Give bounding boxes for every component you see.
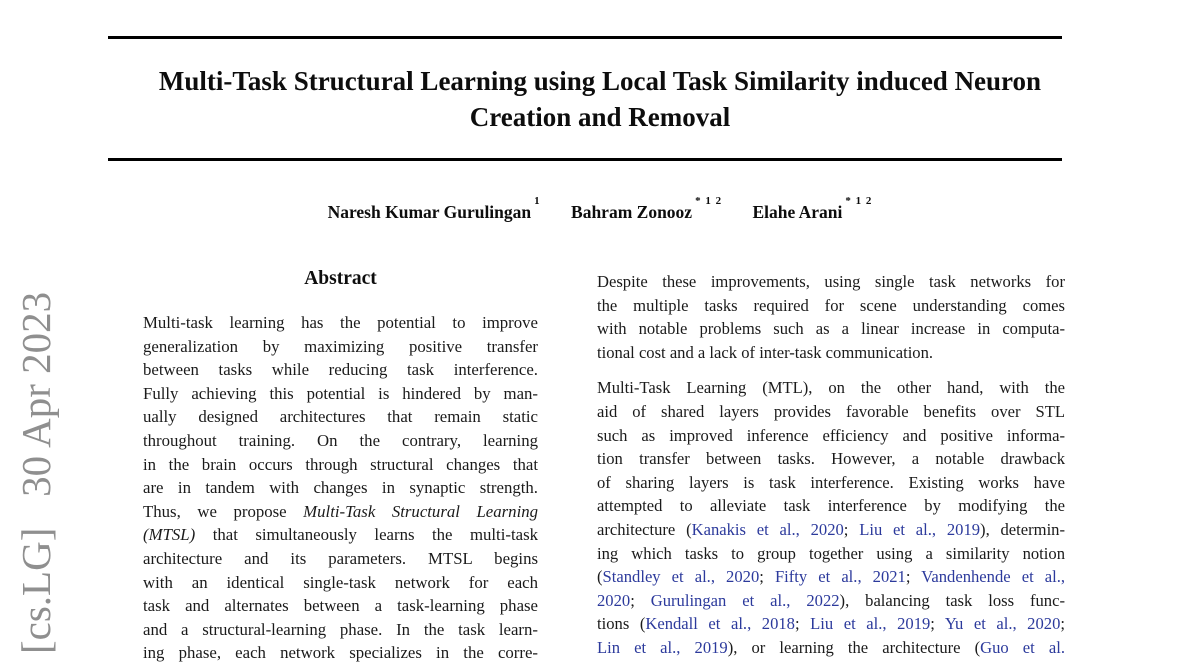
citation-link[interactable]: Standley et al., 2020: [602, 567, 760, 587]
text-line: task and alternates between a task-learning phase: [143, 596, 538, 616]
author-2: [571, 195, 723, 222]
text-line: generalization by maximizing positive transfer: [143, 336, 538, 356]
title-rule-top: [108, 36, 1062, 39]
author-2-name: Bahram Zonooz: [571, 202, 693, 222]
citation-link[interactable]: Gurulingan et al., 2022: [650, 590, 840, 610]
citation-link[interactable]: Liu et al., 2019: [810, 614, 931, 634]
text-line: tional cost and a lack of inter-task communication.: [597, 342, 934, 362]
paper-title: [0, 64, 1200, 135]
citation-link[interactable]: Yu et al., 2020: [944, 614, 1061, 634]
author-3-affiliation-superscript: * 1 2: [845, 195, 873, 208]
citation-link[interactable]: Kendall et al., 2018: [645, 614, 795, 634]
text-line: architecture and its parameters. MTSL begins: [143, 548, 538, 568]
text-line: throughout training. On the contrary, learning: [143, 430, 538, 450]
author-3-name: Elahe Arani: [752, 202, 843, 222]
text-line: (MTSL) that simultaneously learns the multi-task: [143, 525, 538, 545]
text-line: such as improved inference efficiency and positive informa-: [597, 425, 1065, 445]
text-line: 2020; Gurulingan et al., 2022), balancing task loss func-: [597, 590, 1065, 610]
author-line: [0, 195, 1200, 223]
text-line: (Standley et al., 2020; Fifty et al., 2021; Vandenhende et al.,: [597, 567, 1066, 587]
paragraph: [597, 376, 1065, 659]
author-3: [752, 195, 873, 222]
text-line: the multiple tasks required for scene understanding comes: [597, 295, 1065, 315]
author-1-affiliation-superscript: 1: [534, 195, 541, 208]
text-line: between tasks while reducing task interference.: [143, 360, 538, 380]
text-line: tions (Kendall et al., 2018; Liu et al., 2019; Yu et al., 2020;: [597, 614, 1065, 634]
text-line: ing phase, each network specializes in the corre-: [143, 643, 538, 663]
abstract-heading: Abstract: [304, 268, 377, 289]
text-line: are in tandem with changes in synaptic strength.: [143, 478, 538, 498]
text-line: with notable problems such as a linear increase in computa-: [597, 319, 1065, 339]
citation-link[interactable]: Liu et al., 2019: [859, 519, 981, 539]
text-line: Lin et al., 2019), or learning the architecture (Guo et al.: [597, 637, 1065, 657]
italic-term: (MTSL): [143, 525, 196, 545]
paper-title-line-1: Multi-Task Structural Learning using Local Task Similarity induced Neuron: [158, 66, 1042, 96]
title-rule-bottom: [108, 158, 1062, 161]
italic-term: Multi-Task Structural Learning: [303, 501, 539, 521]
text-line: aid of shared layers provides favorable benefits over STL: [597, 401, 1065, 421]
paragraph: [597, 270, 1065, 364]
author-1: [327, 195, 541, 222]
text-line: Multi-task learning has the potential to improve: [143, 313, 538, 332]
citation-link[interactable]: Vandenhende et al.,: [921, 567, 1066, 587]
paper-title-line-2: Creation and Removal: [469, 101, 731, 132]
citation-link[interactable]: Fifty et al., 2021: [774, 567, 906, 587]
author-1-name: Naresh Kumar Gurulingan: [327, 202, 532, 222]
text-line: of sharing layers is task interference. Existing works have: [597, 472, 1065, 492]
text-line: and a structural-learning phase. In the task learn-: [143, 619, 538, 639]
text-line: with an identical single-task network for each: [143, 572, 538, 592]
text-line: architecture (Kanakis et al., 2020; Liu et al., 2019), determin-: [597, 519, 1066, 539]
citation-link[interactable]: 2020: [597, 590, 631, 610]
introduction-column: [597, 270, 1065, 672]
text-line: in the brain occurs through structural changes that: [143, 454, 538, 474]
author-2-affiliation-superscript: * 1 2: [695, 195, 723, 208]
text-line: ing which tasks to group together using a similarity notion: [597, 543, 1065, 563]
text-line: Multi-Task Learning (MTL), on the other hand, with the: [597, 378, 1065, 398]
arxiv-sidebar-watermark: [cs.LG] 30 Apr 2023: [13, 291, 59, 654]
citation-link[interactable]: Lin et al., 2019: [597, 637, 728, 657]
text-line: tion transfer between tasks. However, a notable drawback: [597, 449, 1065, 469]
abstract-column: [143, 311, 538, 665]
text-line: ually designed architectures that remain static: [143, 407, 538, 427]
text-line: Thus, we propose Multi-Task Structural Learning: [143, 501, 539, 521]
text-line: attempted to alleviate task interference by modifying the: [597, 496, 1065, 516]
citation-link[interactable]: Guo et al.: [980, 637, 1065, 657]
citation-link[interactable]: Kanakis et al., 2020: [691, 519, 844, 539]
text-line: Fully achieving this potential is hindered by man-: [143, 383, 538, 403]
text-line: Despite these improvements, using single task networks for: [597, 272, 1065, 291]
